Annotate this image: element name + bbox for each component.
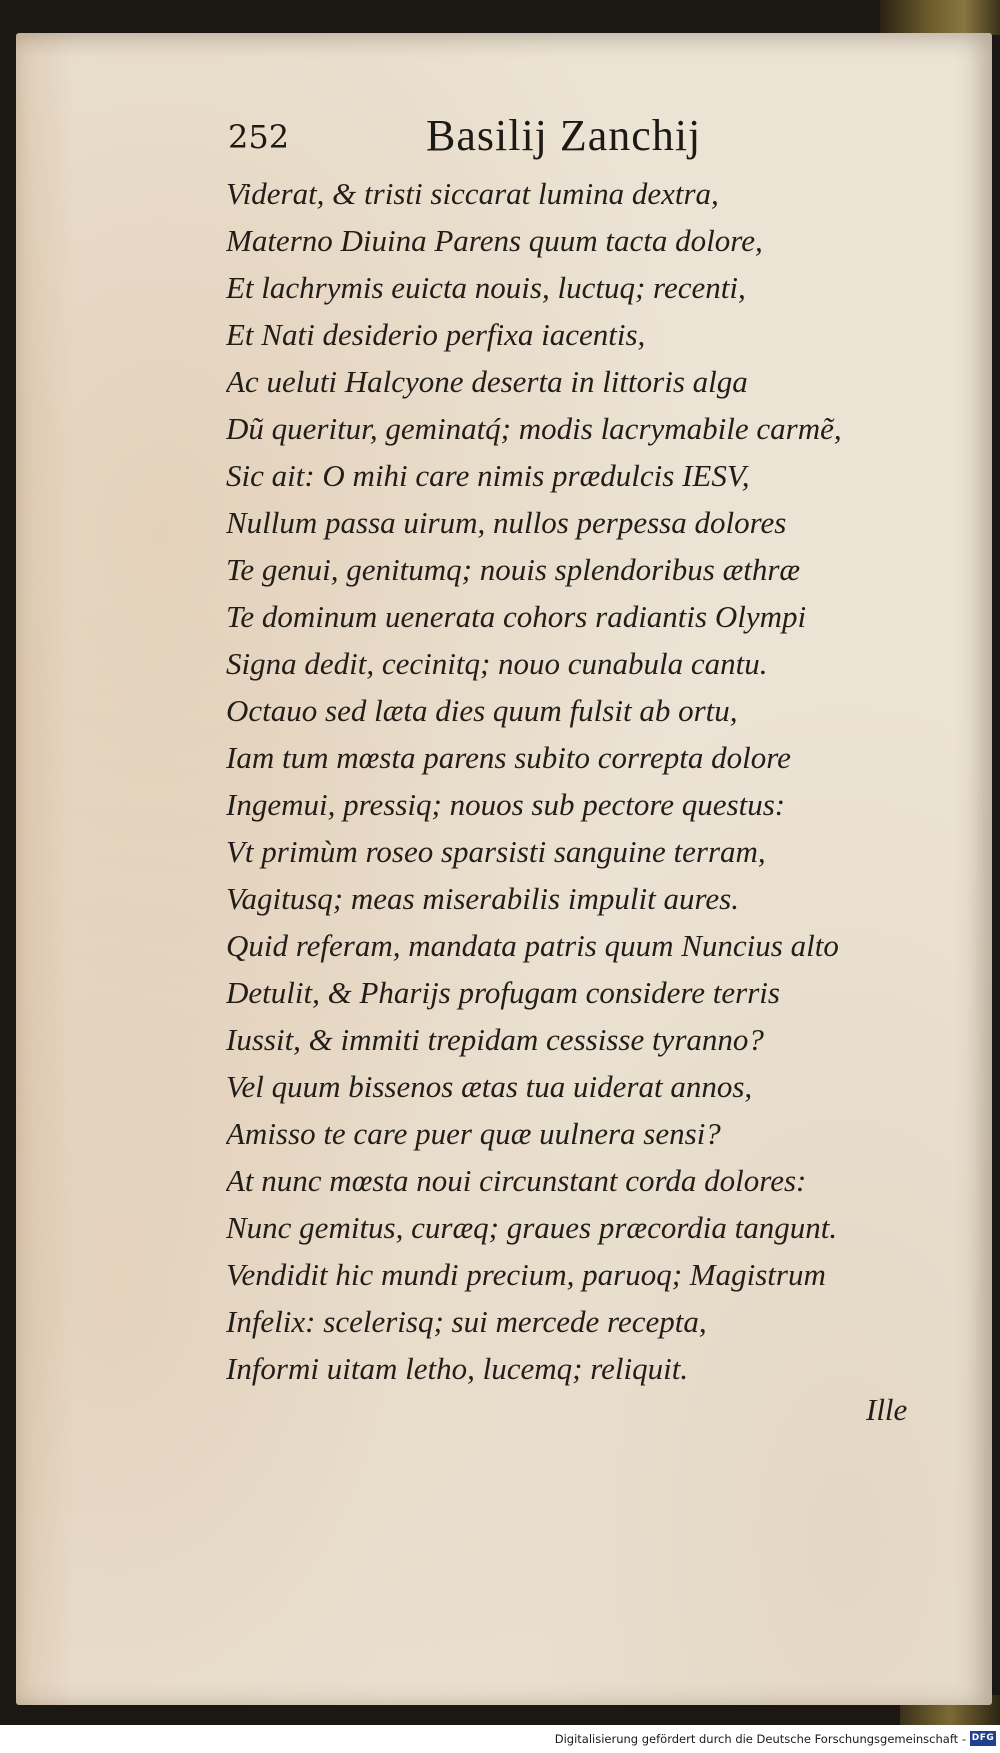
- page-number: 252: [228, 118, 290, 156]
- verse-line: Vel quum bissenos ætas tua uiderat annos,: [226, 1069, 753, 1104]
- verse-line: Dũ queritur, geminatq́; modis lacrymabile carmẽ,: [226, 411, 842, 446]
- verse-line: Vendidit hic mundi precium, paruoq; Magistrum: [226, 1257, 826, 1292]
- verse-line: Ingemui, pressiq; nouos sub pectore questus:: [226, 787, 786, 822]
- verse-line: Sic ait: O mihi care nimis prædulcis IESV,: [226, 458, 750, 493]
- verse-line: Te dominum uenerata cohors radiantis Olympi: [226, 599, 807, 634]
- verse-line: Infelix: scelerisq; sui mercede recepta,: [226, 1304, 707, 1339]
- running-head: [228, 110, 748, 162]
- verse-line: Vagitusq; meas miserabilis impulit aures.: [226, 881, 739, 916]
- catchword: Ille: [866, 1392, 908, 1427]
- verse-line: Iam tum mœsta parens subito correpta dolore: [226, 740, 791, 775]
- verse-line: Materno Diuina Parens quum tacta dolore,: [226, 223, 763, 258]
- verse-line: Informi uitam letho, lucemq; reliquit.: [226, 1351, 689, 1386]
- verse-line: Ac ueluti Halcyone deserta in littoris alga: [226, 364, 748, 399]
- verse-line: Nunc gemitus, curæq; graues præcordia tangunt.: [226, 1210, 838, 1245]
- verse-line: Signa dedit, cecinitq; nouo cunabula cantu.: [226, 646, 768, 681]
- verse-line: Viderat, & tristi siccarat lumina dextra,: [226, 176, 719, 211]
- running-title: Basilij Zanchij: [426, 111, 702, 160]
- verse-line: Iussit, & immiti trepidam cessisse tyranno?: [226, 1022, 764, 1057]
- verse-line: Et lachrymis euicta nouis, luctuq; recenti,: [226, 270, 746, 305]
- verse-block: [226, 170, 946, 1392]
- verse-line: Amisso te care puer quæ uulnera sensi?: [226, 1116, 721, 1151]
- funding-credit: Digitalisierung gefördert durch die Deutsche Forschungsgemeinschaft -: [554, 1732, 966, 1746]
- footer-bar: [0, 1725, 1000, 1753]
- dfg-logo: DFG: [970, 1731, 996, 1746]
- verse-line: Te genui, genitumq; nouis splendoribus æthræ: [226, 552, 801, 587]
- verse-line: Quid referam, mandata patris quum Nuncius alto: [226, 928, 839, 963]
- verse-line: Et Nati desiderio perfixa iacentis,: [226, 317, 646, 352]
- book-edge-top: [880, 0, 1000, 35]
- verse-line: Vt primùm roseo sparsisti sanguine terram,: [226, 834, 766, 869]
- verse-line: At nunc mœsta noui circunstant corda dolores:: [226, 1163, 807, 1198]
- verse-line: Nullum passa uirum, nullos perpessa dolores: [226, 505, 787, 540]
- verse-line: Octauo sed læta dies quum fulsit ab ortu,: [226, 693, 738, 728]
- verse-line: Detulit, & Pharijs profugam considere terris: [226, 975, 780, 1010]
